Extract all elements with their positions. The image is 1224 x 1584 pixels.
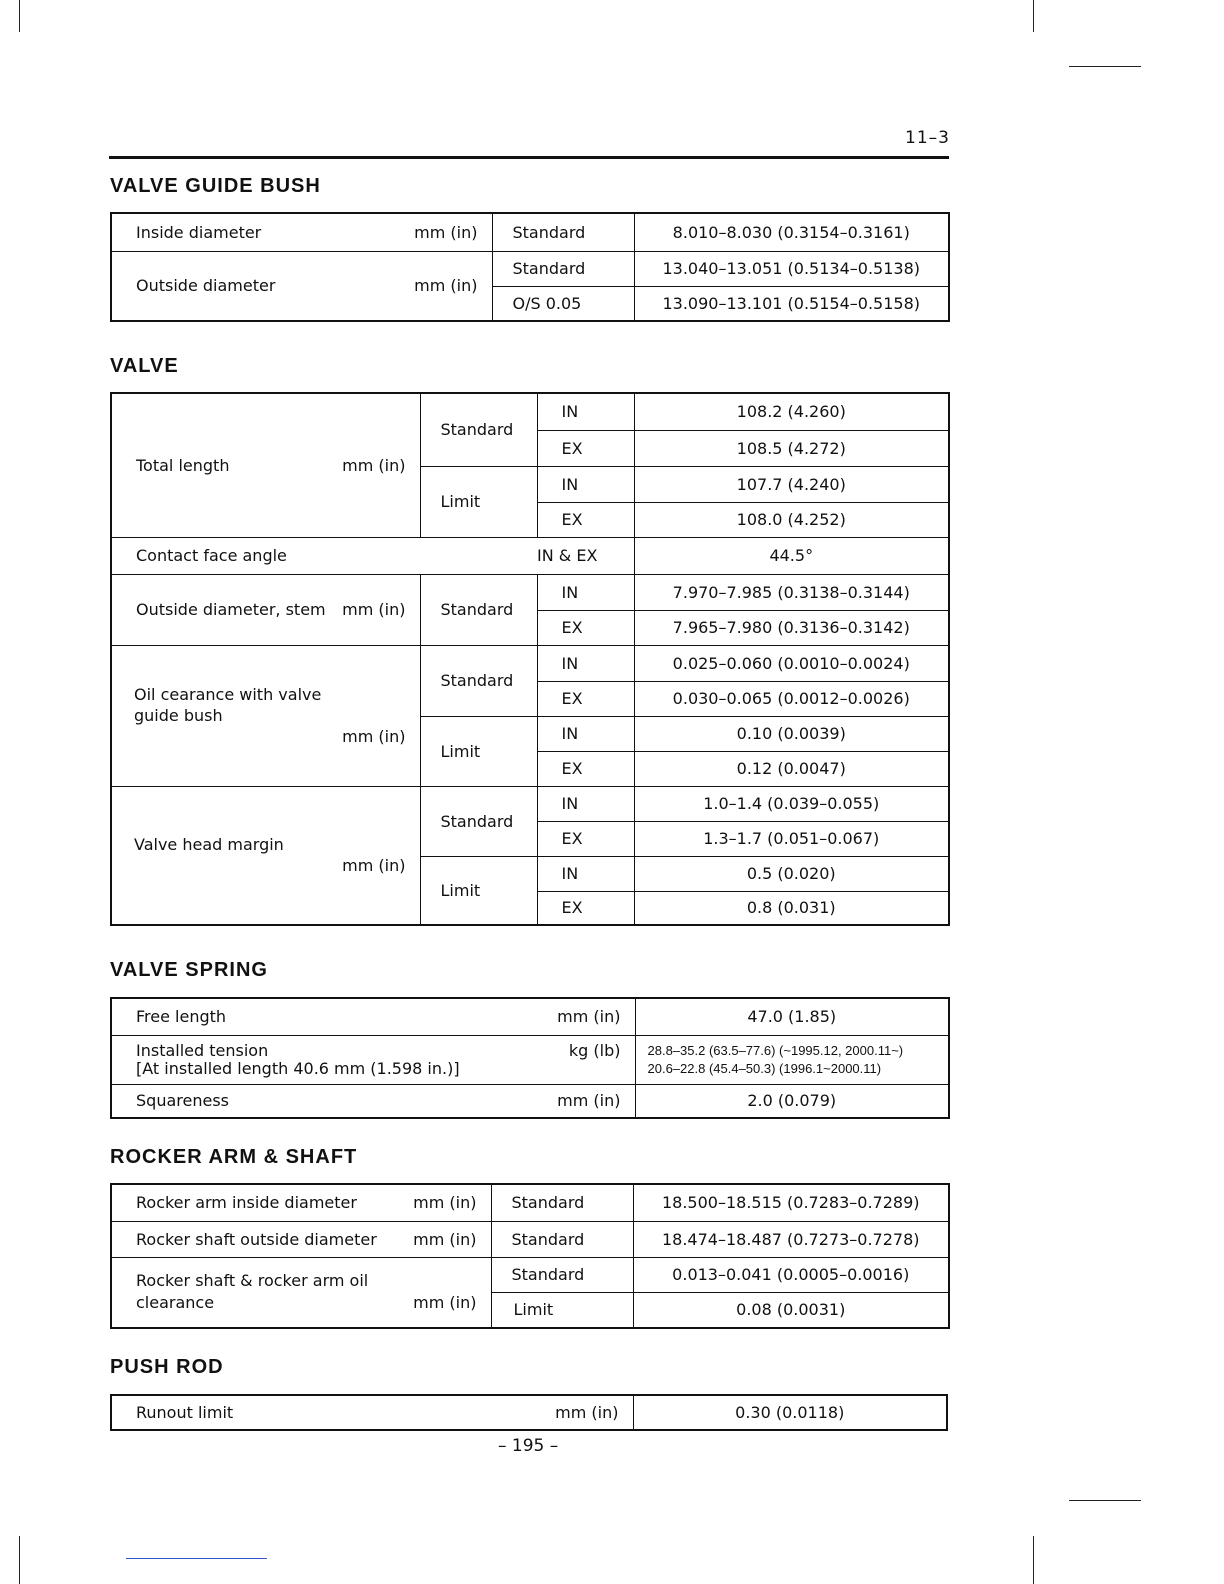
spec-condition: Standard — [420, 786, 537, 856]
spec-item: Rocker arm inside diameter mm (in) — [111, 1184, 491, 1221]
spec-value: 47.0 (1.85) — [635, 998, 949, 1035]
spec-condition: Standard — [492, 213, 634, 251]
spec-condition: Standard — [420, 393, 537, 466]
spec-condition: Standard — [491, 1221, 633, 1257]
spec-condition: Standard — [491, 1257, 633, 1292]
valve-table — [110, 392, 950, 926]
crop-mark — [1033, 1536, 1034, 1584]
spec-item: Valve head margin mm (in) — [111, 786, 420, 925]
section-title-rocker-arm-shaft: ROCKER ARM & SHAFT — [110, 1146, 358, 1168]
spec-port: EX — [537, 891, 634, 925]
spec-condition: Standard — [492, 251, 634, 286]
spec-port: EX — [537, 430, 634, 466]
spec-item: Total length mm (in) — [111, 393, 420, 537]
crop-mark — [19, 0, 20, 32]
spec-value: 0.30 (0.0118) — [633, 1395, 947, 1430]
spec-port: IN — [537, 645, 634, 681]
spec-port: IN — [537, 786, 634, 821]
spec-value: 107.7 (4.240) — [634, 466, 949, 502]
spec-value: 0.10 (0.0039) — [634, 716, 949, 751]
spec-port: IN — [537, 574, 634, 610]
spec-value: 13.090–13.101 (0.5154–0.5158) — [634, 286, 949, 321]
spec-item: kg (lb) Installed tension [At installed length 40.6 mm (1.598 in.)] — [111, 1035, 635, 1084]
spec-item: Outside diameter mm (in) — [111, 251, 492, 321]
spec-port: IN — [537, 716, 634, 751]
spec-value: 44.5° — [634, 537, 949, 574]
spec-item: Inside diameter mm (in) — [111, 213, 492, 251]
spec-item: Squareness mm (in) — [111, 1084, 635, 1118]
page-number: 11–3 — [905, 128, 950, 148]
spec-value: 18.474–18.487 (0.7273–0.7278) — [633, 1221, 949, 1257]
spec-condition: Standard — [491, 1184, 633, 1221]
section-title-valve-guide-bush: VALVE GUIDE BUSH — [110, 175, 321, 197]
spec-value: 2.0 (0.079) — [635, 1084, 949, 1118]
spec-value: 0.8 (0.031) — [634, 891, 949, 925]
spec-value: 108.5 (4.272) — [634, 430, 949, 466]
valve-spring-table — [110, 997, 950, 1119]
spec-condition: Limit — [491, 1292, 633, 1328]
spec-value: 1.0–1.4 (0.039–0.055) — [634, 786, 949, 821]
spec-item: Oil cearance with valve guide bush mm (in) — [111, 645, 420, 786]
spec-value: 108.0 (4.252) — [634, 502, 949, 537]
spec-port: EX — [537, 681, 634, 716]
spec-value: 0.013–0.041 (0.0005–0.0016) — [633, 1257, 949, 1292]
spec-port: IN — [537, 466, 634, 502]
rocker-arm-table — [110, 1183, 950, 1329]
spec-value: 108.2 (4.260) — [634, 393, 949, 430]
spec-value: 0.08 (0.0031) — [633, 1292, 949, 1328]
section-title-push-rod: PUSH ROD — [110, 1356, 224, 1378]
crop-mark — [1069, 66, 1141, 67]
spec-item: Rocker shaft & rocker arm oil clearance mm (in) — [111, 1257, 491, 1328]
spec-item: Runout limit mm (in) — [111, 1395, 633, 1430]
spec-value: 0.025–0.060 (0.0010–0.0024) — [634, 645, 949, 681]
spec-value: 7.965–7.980 (0.3136–0.3142) — [634, 610, 949, 645]
spec-value: 18.500–18.515 (0.7283–0.7289) — [633, 1184, 949, 1221]
spec-port: EX — [537, 502, 634, 537]
spec-value: 8.010–8.030 (0.3154–0.3161) — [634, 213, 949, 251]
spec-value: 1.3–1.7 (0.051–0.067) — [634, 821, 949, 856]
spec-value: 0.12 (0.0047) — [634, 751, 949, 786]
scan-underline — [126, 1558, 267, 1559]
section-title-valve-spring: VALVE SPRING — [110, 959, 268, 981]
spec-condition: Limit — [420, 466, 537, 537]
spec-port: EX — [537, 751, 634, 786]
crop-mark — [1069, 1500, 1141, 1501]
spec-value: 0.5 (0.020) — [634, 856, 949, 891]
page-footer-number: – 195 – — [498, 1436, 559, 1456]
spec-port: EX — [537, 610, 634, 645]
spec-condition: Standard — [420, 645, 537, 716]
valve-guide-bush-table — [110, 212, 950, 322]
crop-mark — [1033, 0, 1034, 32]
spec-condition: Limit — [420, 856, 537, 925]
spec-item: Outside diameter, stem mm (in) — [111, 574, 420, 645]
spec-port: IN — [537, 393, 634, 430]
spec-item: Free length mm (in) — [111, 998, 635, 1035]
spec-item: Contact face angle — [111, 537, 537, 574]
spec-condition: Standard — [420, 574, 537, 645]
header-rule — [109, 156, 949, 159]
spec-condition: Limit — [420, 716, 537, 786]
spec-value: 0.030–0.065 (0.0012–0.0026) — [634, 681, 949, 716]
spec-item: Rocker shaft outside diameter mm (in) — [111, 1221, 491, 1257]
section-title-valve: VALVE — [110, 355, 179, 377]
spec-port: EX — [537, 821, 634, 856]
spec-value: 28.8–35.2 (63.5–77.6) (~1995.12, 2000.11~) 20.6–22.8 (45.4–50.3) (1996.1~2000.11) — [635, 1035, 949, 1084]
push-rod-table — [110, 1394, 948, 1431]
crop-mark — [19, 1536, 20, 1584]
spec-condition: IN & EX — [537, 537, 634, 574]
spec-condition: O/S 0.05 — [492, 286, 634, 321]
spec-value: 7.970–7.985 (0.3138–0.3144) — [634, 574, 949, 610]
spec-value: 13.040–13.051 (0.5134–0.5138) — [634, 251, 949, 286]
spec-port: IN — [537, 856, 634, 891]
